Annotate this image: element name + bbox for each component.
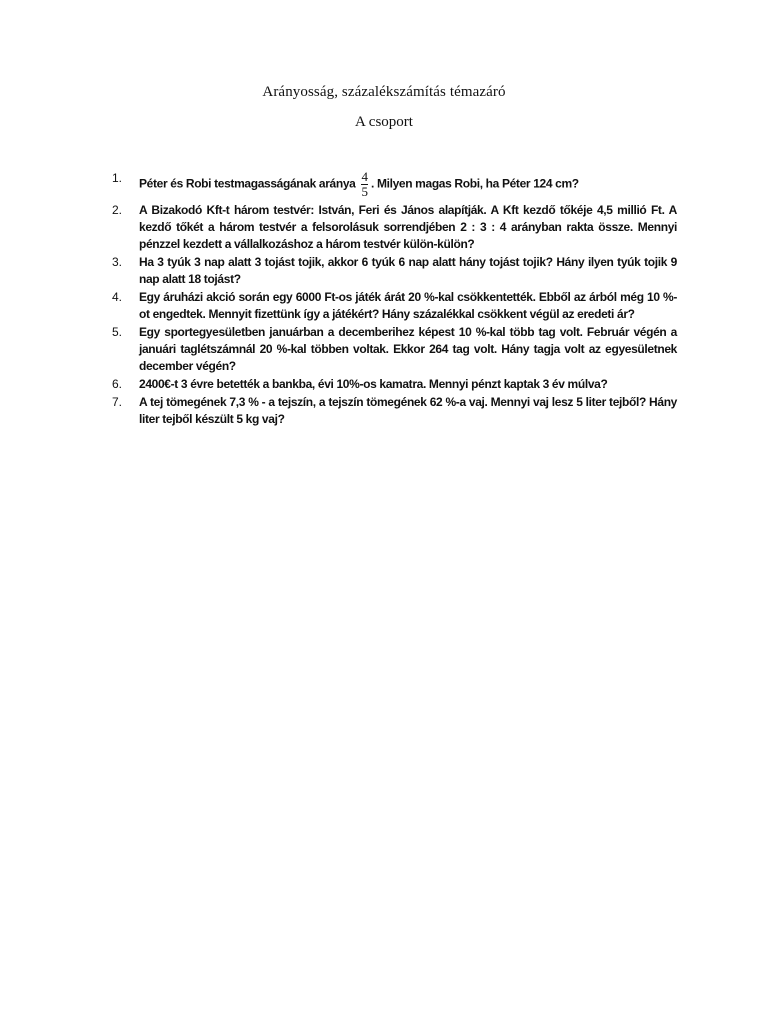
question-number: 1. [112, 171, 123, 185]
group-label: A csoport [355, 114, 413, 130]
question-text: Ha 3 tyúk 3 nap alatt 3 tojást tojik, akkor 6 tyúk 6 nap alatt hány tojást tojik? Hány ilyen tyúk tojik 9 nap alatt 18 tojást? [139, 255, 677, 286]
document-title: Arányosság, százalékszámítás témazáró [262, 84, 506, 100]
question-number: 6. [112, 377, 123, 391]
question-number: 5. [112, 325, 123, 339]
question-item [112, 394, 677, 428]
question-number: 2. [112, 203, 123, 217]
question-item [112, 254, 677, 288]
question-item [112, 289, 677, 323]
fraction-numerator: 4 [361, 169, 368, 184]
question-number: 4. [112, 290, 123, 304]
question-text: A tej tömegének 7,3 % - a tejszín, a tejszín tömegének 62 %-a vaj. Mennyi vaj lesz 5 liter tejből? Hány liter tejből készült 5 kg vaj? [139, 395, 677, 426]
question-text: Egy sportegyesületben januárban a decemberihez képest 10 %-kal több tag volt. Február végén a januári taglétszámnál 20 %-kal többen voltak. Ekkor 264 tag volt. Hány tagja volt az egyesületnek december végén? [139, 325, 677, 373]
ratio-fraction [361, 170, 368, 199]
question-text: 2400€-t 3 évre betették a bankba, évi 10%-os kamatra. Mennyi pénzt kaptak 3 év múlva? [139, 377, 608, 391]
fraction-denominator: 5 [361, 184, 368, 199]
question-item [112, 170, 677, 199]
question-number: 3. [112, 255, 123, 269]
question-item [112, 376, 677, 393]
question-text: A Bizakodó Kft-t három testvér: István, Feri és János alapítják. A Kft kezdő tőkéje 4,5 millió Ft. A kezdő tőkét a három testvér a felsorolásuk sorrendjében 2 : 3 : 4 arányban rakta össze. Mennyi pénzzel kezdett a vállalkozáshoz a három testvér külön-külön? [139, 203, 677, 251]
question-number: 7. [112, 395, 123, 409]
question-text: Egy áruházi akció során egy 6000 Ft-os játék árát 20 %-kal csökkentették. Ebből az árból még 10 %-ot engedtek. Mennyit fizettünk így a játékért? Hány százalékkal csökkent végül az eredeti ár? [139, 290, 677, 321]
question-list [112, 170, 677, 429]
question-text: Péter és Robi testmagasságának aránya [139, 176, 356, 191]
question-item [112, 202, 677, 253]
question-item [112, 324, 677, 375]
question-text-tail: . Milyen magas Robi, ha Péter 124 cm? [370, 176, 579, 191]
